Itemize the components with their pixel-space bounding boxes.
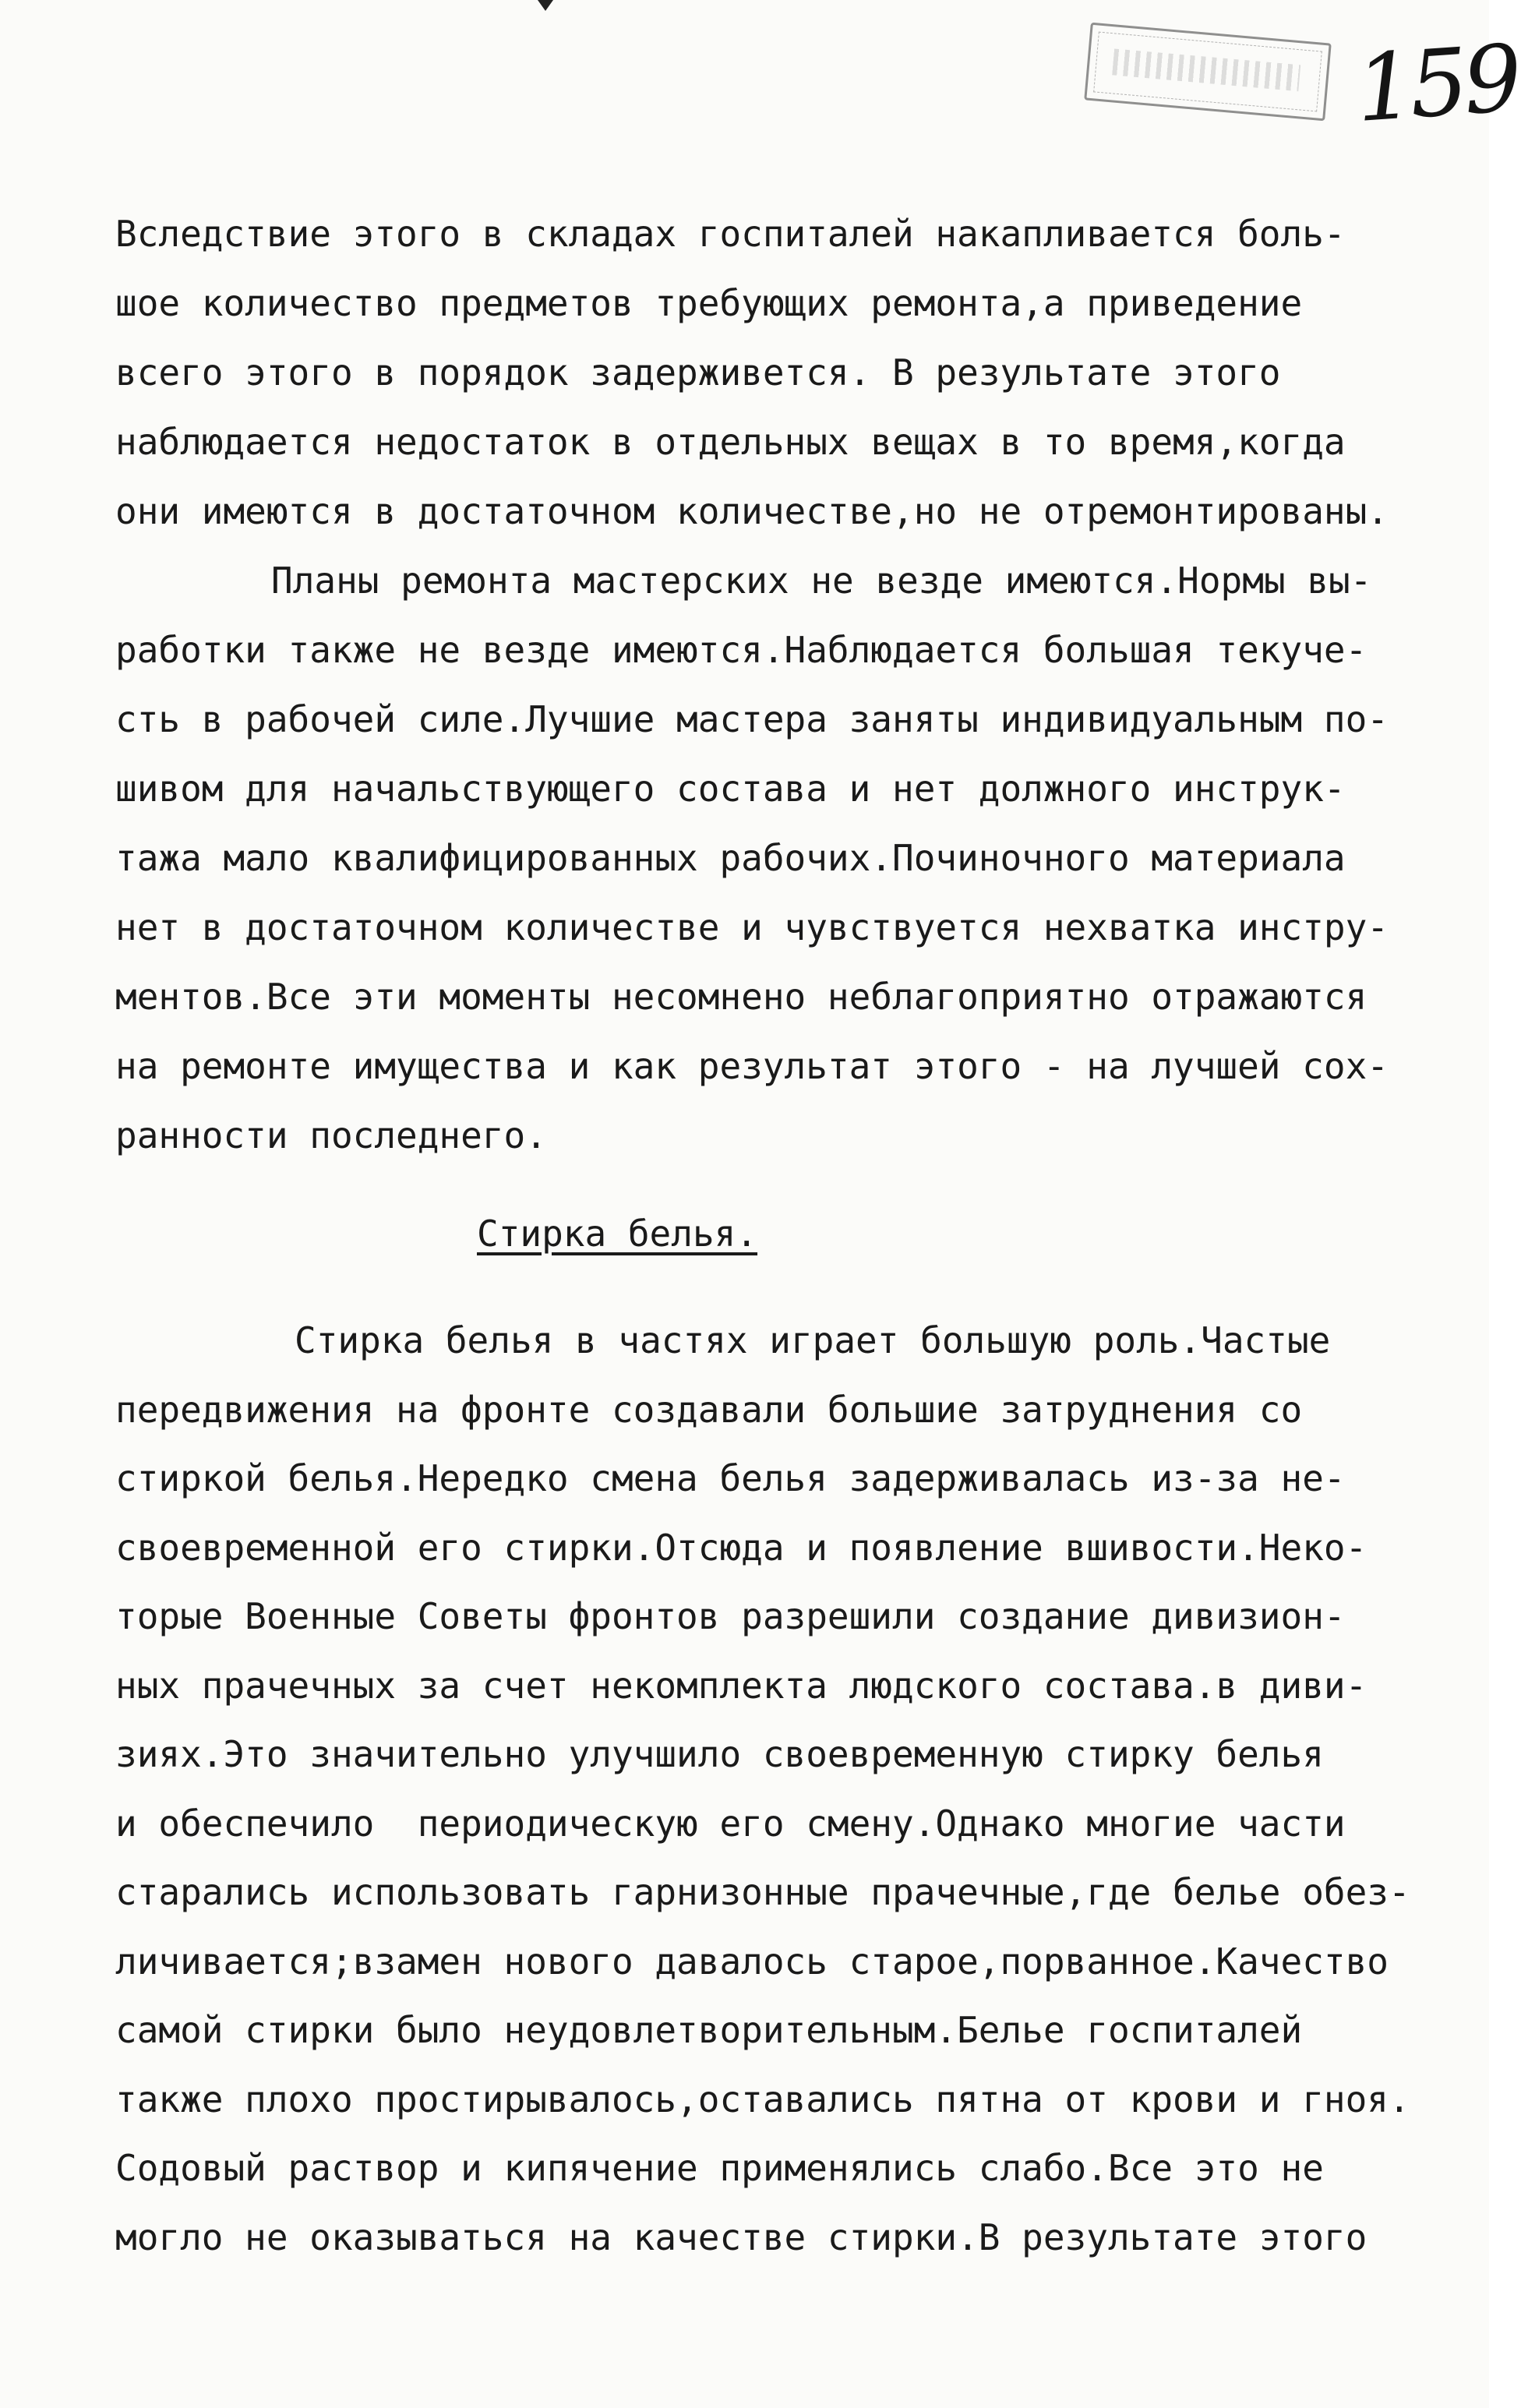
text-line: и обеспечило периодическую его смену.Однако многие части bbox=[115, 1802, 1346, 1845]
section-heading: Стирка белья. bbox=[477, 1213, 758, 1255]
text-line: сть в рабочей силе.Лучшие мастера заняты индивидуальным по- bbox=[115, 698, 1389, 740]
text-line: на ремонте имущества и как результат этого - на лучшей сох- bbox=[115, 1045, 1389, 1087]
top-edge-mark bbox=[538, 0, 553, 11]
handwritten-page-number: 159 bbox=[1352, 23, 1521, 143]
text-line: личивается;взамен нового давалось старое,порванное.Качество bbox=[115, 1940, 1389, 1983]
text-line: торые Военные Советы фронтов разрешили создание дивизион- bbox=[115, 1595, 1346, 1637]
text-line: самой стирки было неудовлетворительным.Белье госпиталей bbox=[115, 2009, 1303, 2051]
text-block-bottom bbox=[115, 1306, 1471, 2272]
text-line: передвижения на фронте создавали большие затруднения со bbox=[115, 1388, 1303, 1431]
text-line: тажа мало квалифицированных рабочих.Починочного материала bbox=[115, 837, 1346, 879]
text-line: они имеются в достаточном количестве,но не отремонтированы. bbox=[115, 490, 1389, 532]
text-line: также плохо простирывалось,оставались пятна от крови и гноя. bbox=[115, 2078, 1410, 2120]
text-line: Стирка белья в частях играет большую роль.Частые bbox=[295, 1319, 1331, 1361]
text-line: работки также не везде имеются.Наблюдается большая текуче- bbox=[115, 629, 1367, 671]
archive-stamp bbox=[1084, 23, 1332, 122]
text-line: зиях.Это значительно улучшило своевременную стирку белья bbox=[115, 1733, 1324, 1775]
text-line: Вследствие этого в складах госпиталей накапливается боль- bbox=[115, 213, 1346, 255]
text-line: своевременной его стирки.Отсюда и появление вшивости.Неко- bbox=[115, 1526, 1367, 1569]
text-line: шое количество предметов требующих ремонта,а приведение bbox=[115, 282, 1303, 324]
stamp-faded-text bbox=[1112, 48, 1300, 91]
text-line: шивом для начальствующего состава и нет должного инструк- bbox=[115, 768, 1346, 810]
text-line: ранности последнего. bbox=[115, 1114, 547, 1156]
text-line: нет в достаточном количестве и чувствуется нехватка инстру- bbox=[115, 906, 1389, 948]
text-line: всего этого в порядок задерживется. В результате этого bbox=[115, 351, 1281, 394]
text-line: Содовый раствор и кипячение применялись слабо.Все это не bbox=[115, 2147, 1324, 2189]
text-line: старались использовать гарнизонные прачечные,где белье обез- bbox=[115, 1871, 1410, 1913]
text-line: наблюдается недостаток в отдельных вещах в то время,когда bbox=[115, 421, 1346, 463]
text-line: ных прачечных за счет некомплекта людского состава.в диви- bbox=[115, 1664, 1367, 1707]
text-line: Планы ремонта мастерских не везде имеются.Нормы вы- bbox=[271, 560, 1372, 602]
text-line: ментов.Все эти моменты несомнено неблагоприятно отражаются bbox=[115, 976, 1367, 1018]
text-line: стиркой белья.Нередко смена белья задерживалась из-за не- bbox=[115, 1457, 1346, 1499]
text-block-top bbox=[115, 199, 1471, 1170]
text-line: могло не оказываться на качестве стирки.В результате этого bbox=[115, 2216, 1367, 2258]
